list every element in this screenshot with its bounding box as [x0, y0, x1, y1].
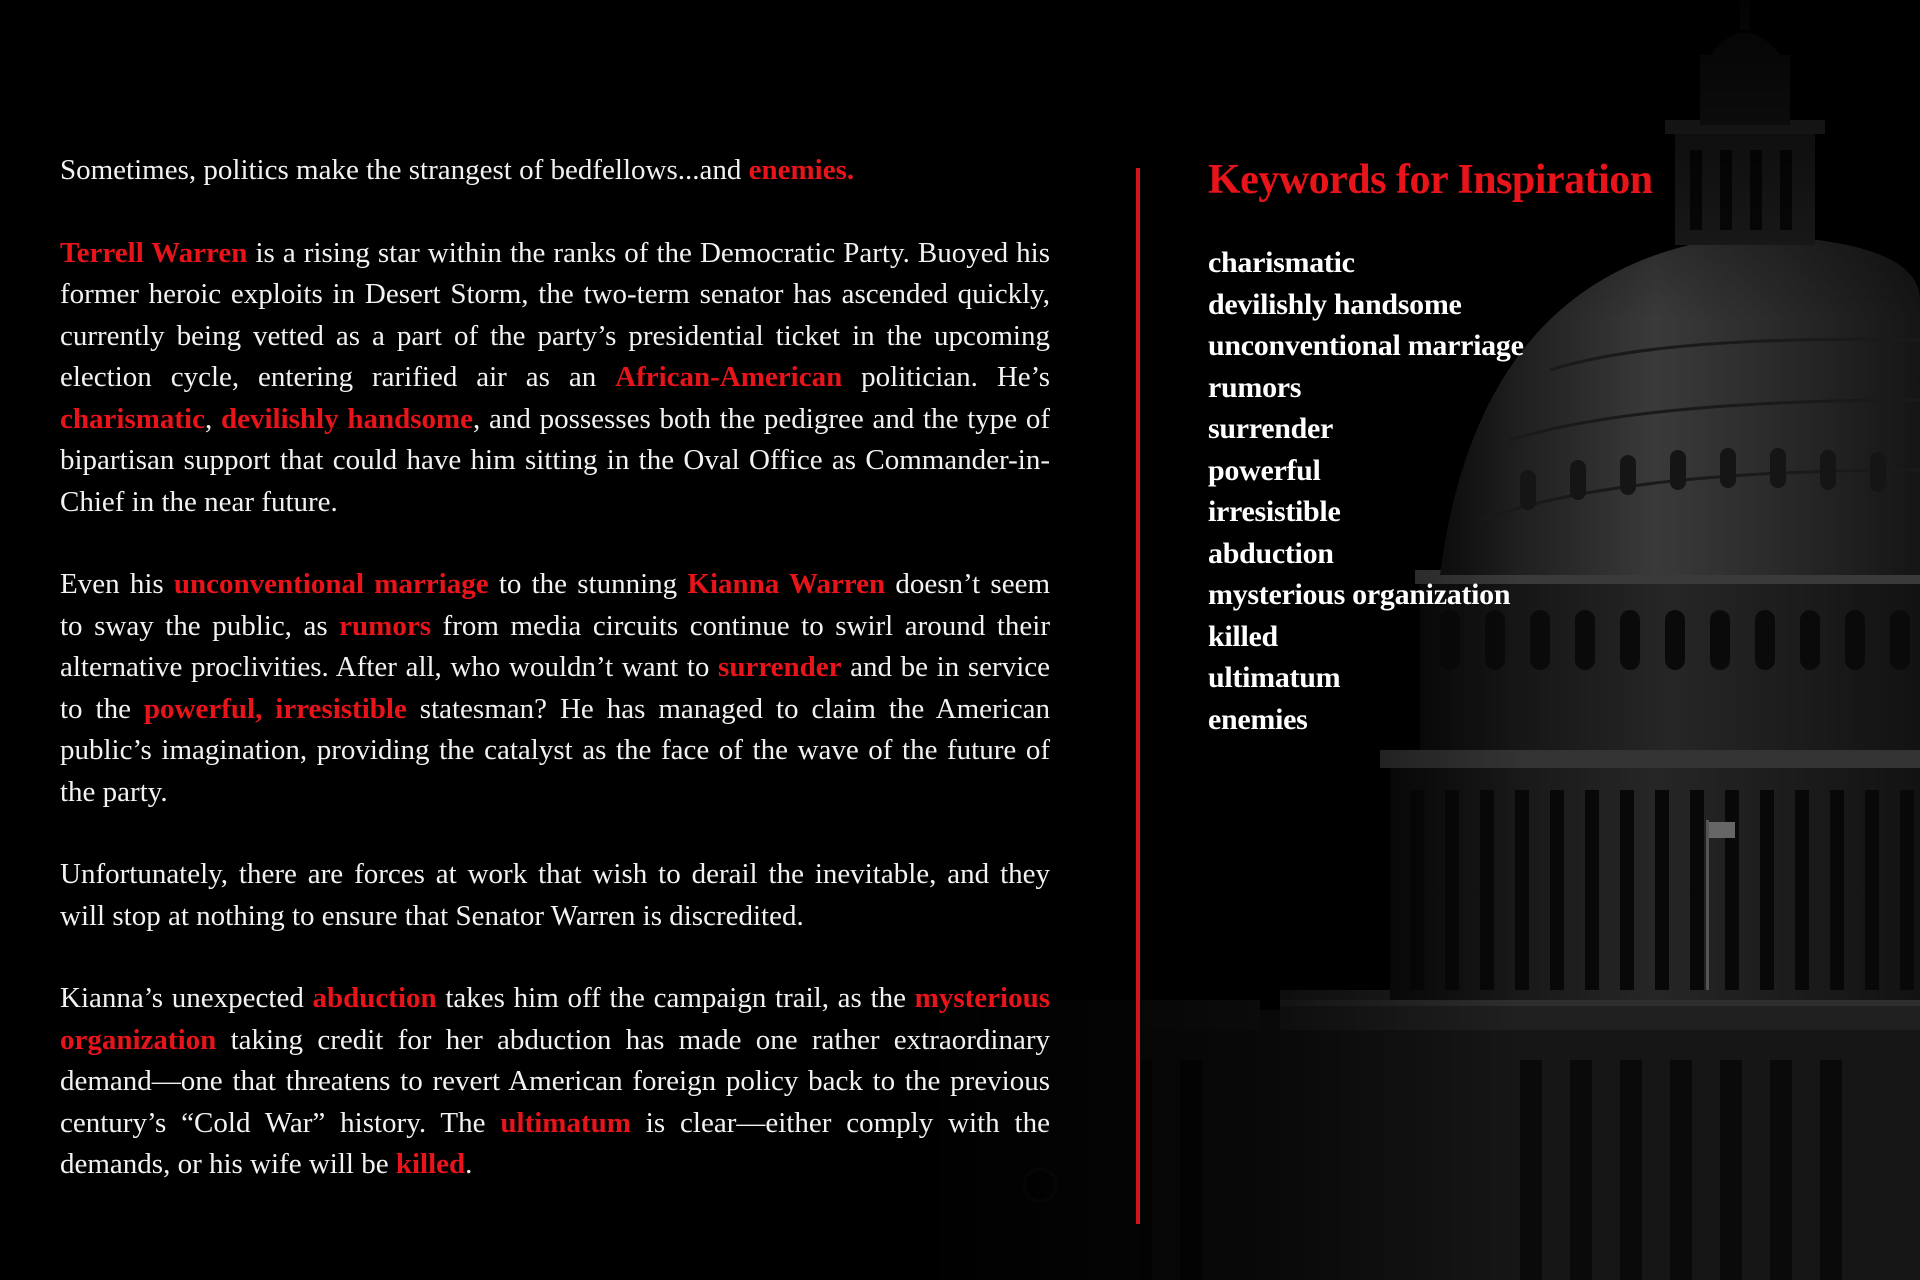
text: taking credit for her abduction has made one rather extraordinary demand—one that threatens to revert American foreign policy back to the previous century’s “Cold War” history. The — [60, 1023, 1050, 1139]
column-divider — [1136, 168, 1140, 1224]
keyword-item: rumors — [1208, 370, 1302, 404]
keyword-highlight: African-American — [615, 361, 843, 393]
keyword-highlight: unconventional marriage — [173, 568, 489, 600]
keywords-list — [1208, 242, 1808, 740]
keywords-title: Keywords for Inspiration — [1208, 157, 1653, 203]
keyword-highlight: devilishly handsome — [220, 402, 474, 435]
story-text — [60, 150, 1050, 1227]
paragraph-5 — [60, 978, 1050, 1186]
keyword-highlight: rumors — [339, 609, 431, 642]
text: Unfortunately, there are forces at work that wish to derail the inevitable, and they will stop at nothing to ensure that Senator Warren is discredited. — [60, 858, 1050, 932]
keyword-highlight: powerful, irresistible — [143, 692, 407, 725]
text: Even his — [60, 568, 174, 600]
text: . — [465, 1148, 473, 1180]
text: , — [204, 402, 221, 435]
keyword-item: ultimatum — [1208, 661, 1341, 694]
text: Kianna’s unexpected — [60, 982, 313, 1014]
keyword-item: irresistible — [1208, 495, 1341, 528]
keyword-item: charismatic — [1208, 246, 1355, 279]
keyword-highlight: Kianna Warren — [687, 568, 886, 600]
text: from media circuits continue to swirl around their alternative proclivities. After all, who wouldn’t want to — [60, 609, 1050, 683]
keyword-highlight: surrender — [718, 651, 842, 683]
keyword-item: surrender — [1208, 412, 1334, 445]
keyword-highlight: killed — [395, 1148, 466, 1180]
paragraph-3 — [60, 564, 1050, 813]
text: and be in service to the — [60, 651, 1050, 725]
keyword-item: devilishly handsome — [1208, 287, 1462, 321]
paragraph-4 — [60, 854, 1050, 937]
keyword-item: mysterious organization — [1208, 578, 1511, 611]
text: politician. He’s — [842, 361, 1050, 393]
text: , and possesses both the pedigree and the type of bipartisan support that could have him sitting in the Oval Office as Commander-in-Chief in the near future. — [60, 402, 1051, 518]
keyword-highlight: charismatic — [60, 402, 205, 435]
keyword-highlight: Terrell Warren — [60, 236, 248, 269]
text: Sometimes, politics make the strangest of bedfellows...and — [60, 154, 749, 186]
keywords-panel — [1208, 156, 1808, 740]
keyword-item: enemies — [1208, 702, 1308, 736]
paragraph-1 — [60, 150, 1050, 192]
text: statesman? He has managed to claim the American public’s imagination, providing the catalyst as the face of the wave of the future of the party. — [60, 692, 1050, 808]
keyword-item: killed — [1208, 619, 1278, 653]
keyword-item: powerful — [1208, 453, 1321, 487]
keyword-item: unconventional marriage — [1208, 329, 1524, 362]
paragraph-2 — [60, 233, 1050, 524]
text: to the stunning — [488, 568, 688, 600]
text: takes him off the campaign trail, as the — [436, 982, 915, 1014]
keyword-highlight: mysterious organization — [60, 982, 1050, 1056]
keyword-highlight: enemies. — [748, 154, 855, 186]
text: is clear—either comply with the demands, or his wife will be — [60, 1106, 1050, 1180]
keyword-highlight: ultimatum — [500, 1106, 631, 1139]
keyword-item: abduction — [1208, 536, 1334, 570]
keyword-highlight: abduction — [312, 982, 437, 1014]
text: is a rising star within the ranks of the Democratic Party. Buoyed his former heroic exploits in Desert Storm, the two-term senator has ascended quickly, currently being vetted as a part of the party’s presidential ticket in the upcoming election cycle, entering rarified air as an — [60, 236, 1050, 393]
text: doesn’t seem to sway the public, as — [60, 568, 1050, 642]
